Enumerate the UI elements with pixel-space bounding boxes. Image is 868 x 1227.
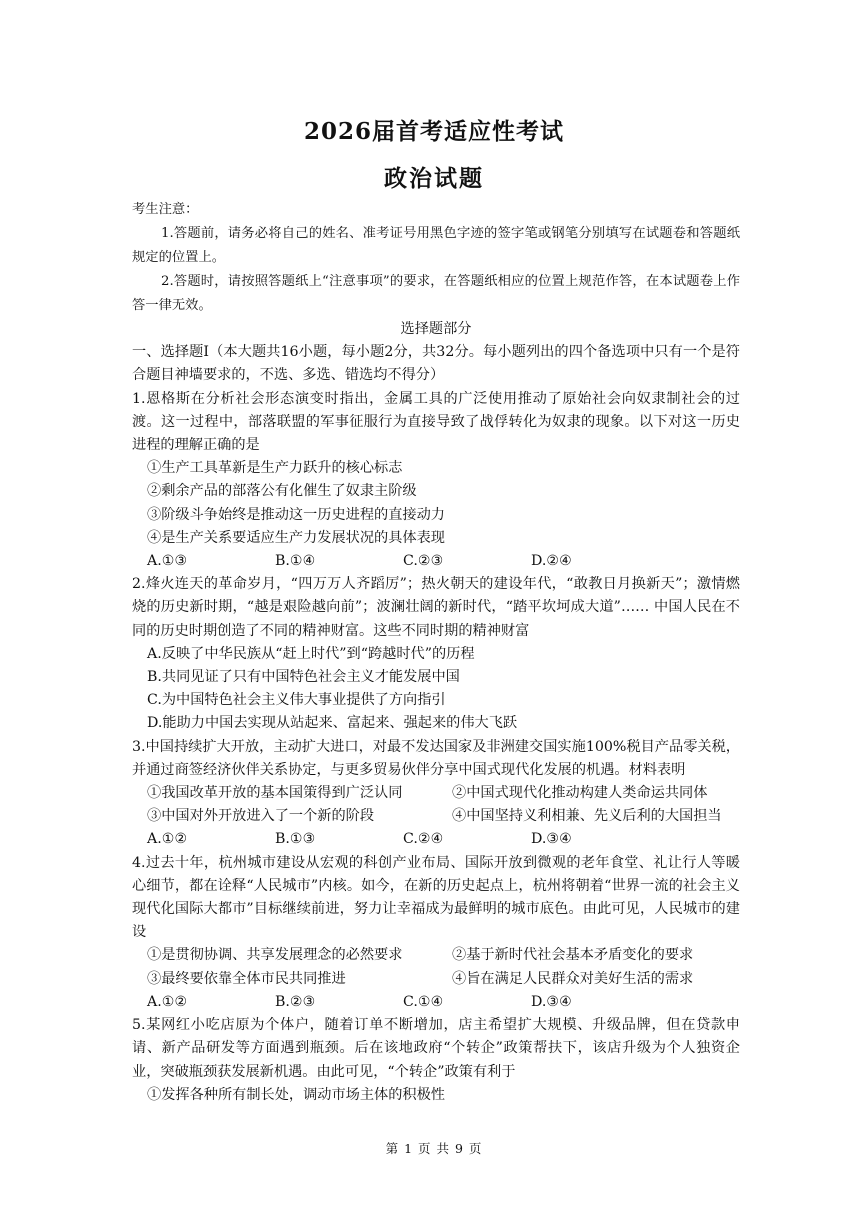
choice-c: C.为中国特色社会主义伟大事业提供了方向指引: [147, 692, 446, 709]
choice-d: D.②④: [531, 553, 572, 570]
notice-item-1: 1.答题前，请务必将自己的姓名、准考证号用黑色字迹的签字笔或钢笔分别填写在试题卷和答题纸规定的位置上。: [132, 226, 740, 265]
choice-c: C.②④: [403, 831, 444, 848]
question-stem: 4.过去十年，杭州城市建设从宏观的科创产业布局、国际开放到微观的老年食堂、礼让行人等暖心细节，都在诠释“人民城市”内核。如今，在新的历史起点上，杭州将朝着“世界一流的社会主义现代化国际大都市”目标继续前进，努力让幸福成为最鲜明的城市底色。由此可见，人民城市的建设: [132, 854, 740, 941]
page-footer: 第 1 页 共 9 页: [385, 1141, 483, 1156]
statement-item: ④中国坚持义利相兼、先义后利的大国担当: [452, 808, 722, 825]
choice-d: D.③④: [531, 831, 572, 848]
choice-b: B.②③: [275, 993, 316, 1010]
statement-row: [132, 944, 740, 967]
statement-item: ③中国对外开放进入了一个新的阶段: [147, 808, 375, 825]
question-stem: 5.某网红小吃店原为个体户，随着订单不断增加，店主希望扩大规模、升级品牌，但在贷款申请、新产品研发等方面遇到瓶颈。后在该地政府“个转企”政策帮扶下，该店升级为个人独资企业，突破瓶颈获发展新机遇。由此可见，“个转企”政策有利于: [132, 1017, 740, 1080]
choice-b: B.①④: [275, 553, 316, 570]
question-stem: 3.中国持续扩大开放，主动扩大进口，对最不发达国家及非洲建交国实施100%税目产品零关税，并通过商签经济伙伴关系协定，与更多贸易伙伴分享中国式现代化发展的机遇。材料表明: [132, 738, 740, 778]
question-stem: 1.恩格斯在分析社会形态演变时指出，金属工具的广泛使用推动了原始社会向奴隶制社会的过渡。这一过程中，部落联盟的军事征服行为直接导致了战俘转化为奴隶的现象。以下对这一历史进程的理解正确的是: [132, 390, 740, 454]
choice-c: C.①④: [403, 993, 444, 1010]
exam-content: [132, 198, 740, 1107]
choice-d: D.能助力中国去实现从站起来、富起来、强起来的伟大飞跃: [147, 715, 518, 732]
question-4: [132, 852, 740, 1014]
statement-item: ②基于新时代社会基本矛盾变化的要求: [452, 947, 694, 964]
question-2: [132, 573, 740, 735]
statement-item: ③最终要依靠全体市民共同推进: [147, 970, 346, 987]
statement-item: ①发挥各种所有制长处，调动市场主体的积极性: [147, 1086, 445, 1103]
section-title: 选择题部分: [400, 321, 472, 337]
notice-heading: 考生注意：: [132, 202, 199, 217]
question-stem: 2.烽火连天的革命岁月，“四万万人齐蹈厉”；热火朝天的建设年代，“敢教日月换新天”；激情燃烧的历史新时期，“越是艰险越向前”；波澜壮阔的新时代，“踏平坎坷成大道”…… 中国人民在不同的历史时期创造了不同的精神财富。这些不同时期的精神财富: [132, 576, 740, 639]
choice-a: A.反映了中华民族从“赶上时代”到“跨越时代”的历程: [147, 645, 475, 662]
statement-item: ①我国改革开放的基本国策得到广泛认同: [147, 785, 403, 802]
choice-a: A.①③: [147, 553, 188, 570]
choice-a: A.①②: [147, 831, 188, 848]
choice-c: C.②③: [403, 553, 444, 570]
section-instructions: 一、选择题Ⅰ（本大题共16小题，每小题2分，共32分。每小题列出的四个备选项中只有一个是符合题目神墙要求的，不选、多选、错选均不得分）: [132, 344, 740, 384]
choice-b: B.①③: [275, 831, 316, 848]
statement-item: ①是贯彻协调、共享发展理念的必然要求: [147, 947, 403, 964]
choice-b: B.共同见证了只有中国特色社会主义才能发展中国: [147, 669, 460, 686]
statement-item: ④是生产关系要适应生产力发展状况的具体表现: [147, 529, 445, 546]
choice-a: A.①②: [147, 993, 188, 1010]
statement-item: ③阶级斗争始终是推动这一历史进程的直接动力: [147, 506, 445, 523]
exam-title: 2026届首考适应性考试: [303, 118, 564, 145]
exam-subtitle: 政治试题: [384, 165, 484, 192]
choice-d: D.③④: [531, 993, 572, 1010]
notice-item-2: 2.答题时，请按照答题纸上“注意事项”的要求，在答题纸相应的位置上规范作答，在本试题卷上作答一律无效。: [132, 274, 740, 313]
statement-item: ②剩余产品的部落公有化催生了奴隶主阶级: [147, 483, 417, 500]
statement-row: [132, 805, 740, 828]
answer-choices: [132, 991, 740, 1014]
statement-row: [132, 968, 740, 991]
statement-item: ②中国式现代化推动构建人类命运共同体: [452, 785, 708, 802]
question-3: [132, 736, 740, 852]
question-1: [132, 388, 740, 574]
statement-item: ①生产工具革新是生产力跃升的核心标志: [147, 460, 403, 477]
statement-item: ④旨在满足人民群众对美好生活的需求: [452, 970, 694, 987]
question-5: [132, 1014, 740, 1107]
statement-row: [132, 782, 740, 805]
answer-choices: [132, 828, 740, 851]
answer-choices: [132, 550, 740, 573]
